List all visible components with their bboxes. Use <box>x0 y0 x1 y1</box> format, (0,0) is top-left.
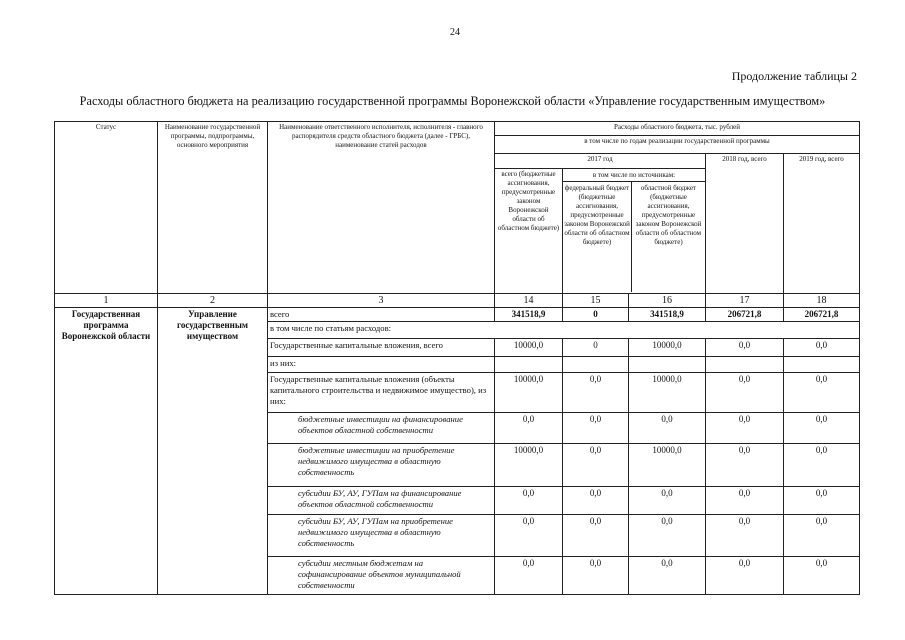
value-2018: 206721,8 <box>706 308 784 322</box>
value-2018: 0,0 <box>706 487 784 515</box>
value-total: 10000,0 <box>495 373 563 413</box>
col-number: 2 <box>158 294 268 308</box>
col-number: 14 <box>495 294 563 308</box>
header-federal: федеральный бюджет (бюджетные ассигнования, предусмотренные законом Воронежской области об областном бюджете) <box>563 182 632 292</box>
value-regional: 0,0 <box>629 515 706 557</box>
header-status: Статус <box>55 122 158 294</box>
header-year-2018: 2018 год, всего <box>706 154 784 294</box>
value-total: 10000,0 <box>495 339 563 357</box>
table-title: Расходы областного бюджета на реализацию государственной программы Воронежской области «Управление государственным имуществом» <box>79 94 826 108</box>
header-by-sources: в том числе по источникам: <box>563 169 705 182</box>
value-2018: 0,0 <box>706 557 784 595</box>
status-cell: Государственная программа Воронежской области <box>55 308 158 595</box>
header-expenses: Расходы областного бюджета, тыс. рублей <box>495 122 860 136</box>
header-executor: Наименование ответственного исполнителя, исполнителя - главного распорядителя средств областного бюджета (далее - ГРБС), наименование статей расходов <box>268 122 495 294</box>
value-2018: 0,0 <box>706 339 784 357</box>
value-2018: 0,0 <box>706 515 784 557</box>
row-label: бюджетные инвестиции на приобретение недвижимого имущества в областную собственность <box>268 444 495 487</box>
value-total: 0,0 <box>495 557 563 595</box>
value-total: 0,0 <box>495 515 563 557</box>
header-program-name: Наименование государственной программы, подпрограммы, основного мероприятия <box>158 122 268 294</box>
header-total-budget: всего (бюджетные ассигнования, предусмотренные законом Воронежской области об областном бюджете) <box>495 169 563 294</box>
value-2019: 0,0 <box>784 515 860 557</box>
value-regional: 10000,0 <box>629 444 706 487</box>
row-label: из них: <box>268 357 495 373</box>
value-2019: 0,0 <box>784 339 860 357</box>
row-label: субсидии БУ, АУ, ГУПам на приобретение недвижимого имущества в областную собственность <box>268 515 495 557</box>
value-total: 341518,9 <box>495 308 563 322</box>
table-continuation-label: Продолжение таблицы 2 <box>731 69 857 83</box>
value-2019: 0,0 <box>784 413 860 444</box>
value-federal: 0,0 <box>563 487 629 515</box>
row-label: в том числе по статьям расходов: <box>268 322 860 339</box>
value-regional: 0,0 <box>629 557 706 595</box>
value-federal: 0,0 <box>563 515 629 557</box>
header-regional: областной бюджет (бюджетные ассигнования, предусмотренные законом Воронежской области об областном бюджете) <box>635 184 702 246</box>
value-2018: 0,0 <box>706 413 784 444</box>
program-cell: Управление государственным имуществом <box>158 308 268 595</box>
header-year-2019: 2019 год, всего <box>784 154 860 294</box>
row-label: субсидии БУ, АУ, ГУПам на финансирование объектов областной собственности <box>268 487 495 515</box>
value-total: 10000,0 <box>495 444 563 487</box>
expenses-table <box>54 121 860 595</box>
value-federal: 0,0 <box>563 557 629 595</box>
row-label: субсидии местным бюджетам на софинансирование объектов муниципальной собственности <box>268 557 495 595</box>
col-number: 15 <box>563 294 629 308</box>
value-regional: 341518,9 <box>629 308 706 322</box>
value-regional: 10000,0 <box>629 339 706 357</box>
value-2018: 0,0 <box>706 444 784 487</box>
value-regional: 0,0 <box>629 413 706 444</box>
col-number: 1 <box>55 294 158 308</box>
row-label: Государственные капитальные вложения (объекты капитального строительства и недвижимое имущество), из них: <box>268 373 495 413</box>
value-federal: 0,0 <box>563 413 629 444</box>
table-row <box>55 308 860 322</box>
col-number: 17 <box>706 294 784 308</box>
value-federal: 0,0 <box>563 373 629 413</box>
value-federal: 0 <box>563 308 629 322</box>
header-year-2017: 2017 год <box>495 154 706 169</box>
value-total: 0,0 <box>495 487 563 515</box>
col-number: 3 <box>268 294 495 308</box>
header-by-years: в том числе по годам реализации государственной программы <box>495 136 860 154</box>
value-regional: 0,0 <box>629 487 706 515</box>
value-regional: 10000,0 <box>629 373 706 413</box>
value-federal: 0 <box>563 339 629 357</box>
row-label: бюджетные инвестиции на финансирование объектов областной собственности <box>268 413 495 444</box>
row-label: всего <box>268 308 495 322</box>
value-2019: 0,0 <box>784 444 860 487</box>
value-2019: 0,0 <box>784 373 860 413</box>
value-2019: 206721,8 <box>784 308 860 322</box>
value-total: 0,0 <box>495 413 563 444</box>
page-number: 24 <box>450 27 460 38</box>
value-2019: 0,0 <box>784 487 860 515</box>
value-2018: 0,0 <box>706 373 784 413</box>
col-number: 16 <box>629 294 706 308</box>
value-federal: 0,0 <box>563 444 629 487</box>
row-label: Государственные капитальные вложения, всего <box>268 339 495 357</box>
value-2019: 0,0 <box>784 557 860 595</box>
col-number: 18 <box>784 294 860 308</box>
